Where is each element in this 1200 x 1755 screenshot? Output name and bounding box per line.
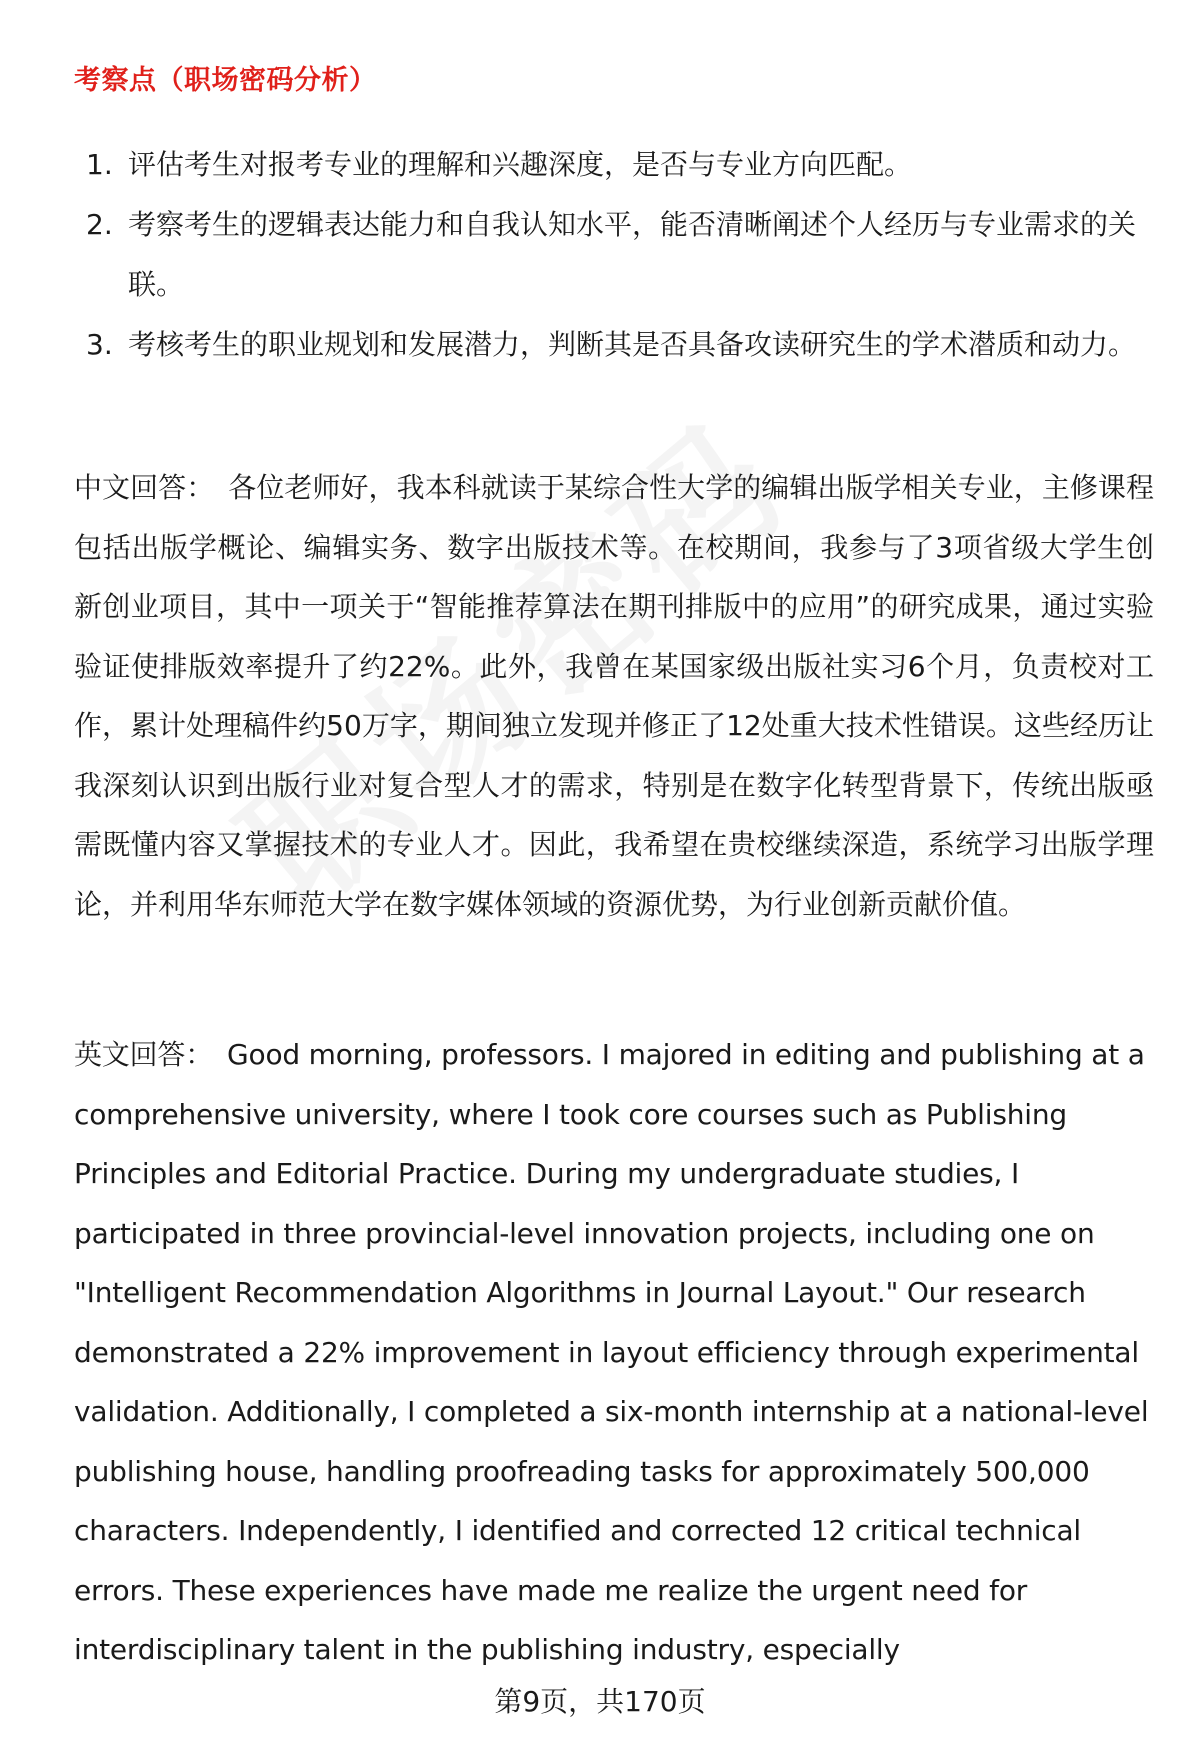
chinese-answer-paragraph <box>74 458 1154 934</box>
list-item-number: 2. <box>86 208 113 241</box>
list-item-number: 3. <box>86 328 113 361</box>
list-item <box>74 135 1154 195</box>
english-answer-label: 英文回答： <box>74 1038 214 1071</box>
list-item-number: 1. <box>86 148 113 181</box>
section-title: 考察点（职场密码分析） <box>74 65 377 96</box>
list-item <box>74 315 1154 375</box>
english-answer-paragraph <box>74 1025 1154 1680</box>
list-item-text: 考核考生的职业规划和发展潜力，判断其是否具备攻读研究生的学术潜质和动力。 <box>128 328 1137 361</box>
english-answer-text: Good morning, professors. I majored in editing and publishing at a comprehensive university, where I took core courses such as Publishing Principles and Editorial Practice. During my undergraduate studies, I participated in three provincial-level innovation projects, including one on "Intelligent Recommendation Algorithms in Journal Layout." Our research demonstrated a 22% improvement in layout efficiency through experimental validation. Additionally, I completed a six-month internship at a national-level publishing house, handling proofreading tasks for approximately 500,000 characters. Independently, I identified and corrected 12 critical technical errors. These experiences have made me realize the urgent need for interdisciplinary talent in the publishing industry, especially <box>74 1038 1149 1666</box>
chinese-answer-label: 中文回答： <box>74 471 215 504</box>
assessment-points-list <box>74 135 1154 375</box>
chinese-answer-text: 各位老师好，我本科就读于某综合性大学的编辑出版学相关专业，主修课程包括出版学概论、编辑实务、数字出版技术等。在校期间，我参与了3项省级大学生创新创业项目，其中一项关于“智能推荐算法在期刊排版中的应用”的研究成果，通过实验验证使排版效率提升了约22%。此外，我曾在某国家级出版社实习6个月，负责校对工作，累计处理稿件约50万字，期间独立发现并修正了12处重大技术性错误。这些经历让我深刻认识到出版行业对复合型人才的需求，特别是在数字化转型背景下，传统出版亟需既懂内容又掌握技术的专业人才。因此，我希望在贵校继续深造，系统学习出版学理论，并利用华东师范大学在数字媒体领域的资源优势，为行业创新贡献价值。 <box>74 471 1154 921</box>
list-item-text: 考察考生的逻辑表达能力和自我认知水平，能否清晰阐述个人经历与专业需求的关联。 <box>128 208 1137 301</box>
page-number-footer: 第9页，共170页 <box>494 1685 706 1718</box>
list-item-text: 评估考生对报考专业的理解和兴趣深度，是否与专业方向匹配。 <box>128 148 913 181</box>
list-item <box>74 195 1154 315</box>
